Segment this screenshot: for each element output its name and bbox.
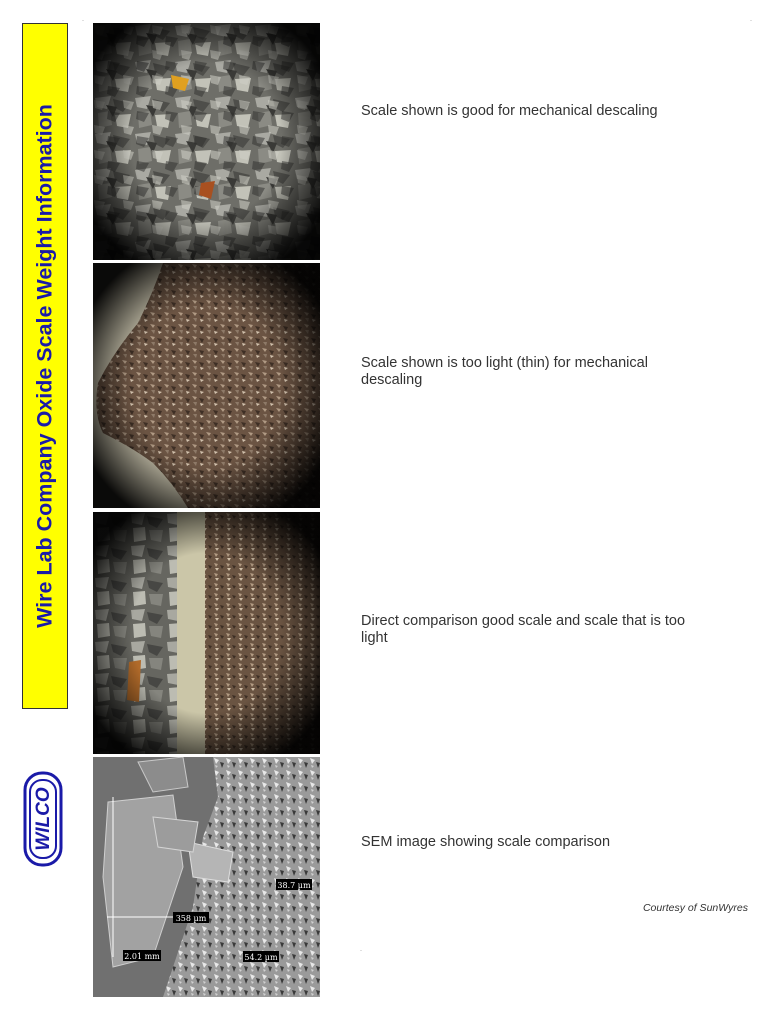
- caption-sem: SEM image showing scale comparison: [361, 834, 611, 850]
- corner-mark: ·: [82, 18, 84, 24]
- good-scale-photo: [93, 23, 320, 260]
- sem-label-358: 358 µm: [175, 914, 207, 923]
- logo-text: WILCO: [33, 787, 54, 851]
- title-banner: [22, 23, 68, 709]
- caption-comparison: Direct comparison good scale and scale that is too light: [361, 613, 686, 646]
- page-title: Wire Lab Company Oxide Scale Weight Information: [32, 104, 57, 628]
- sem-label-38-7: 38.7 µm: [277, 881, 311, 890]
- comparison-photo: [93, 512, 320, 754]
- credit-text: Courtesy of SunWyres: [642, 902, 748, 914]
- wilco-logo: [22, 770, 64, 868]
- caption-light-scale: Scale shown is too light (thin) for mechanical descaling: [361, 355, 648, 388]
- sem-label-54-2: 54.2 µm: [244, 953, 278, 962]
- sem-label-2-01: 2.01 mm: [124, 952, 160, 961]
- corner-mark: ·: [360, 948, 362, 954]
- sem-photo: [93, 757, 320, 997]
- light-scale-photo: [93, 263, 320, 508]
- caption-good-scale: Scale shown is good for mechanical descaling: [361, 103, 658, 119]
- corner-mark: ·: [750, 18, 752, 24]
